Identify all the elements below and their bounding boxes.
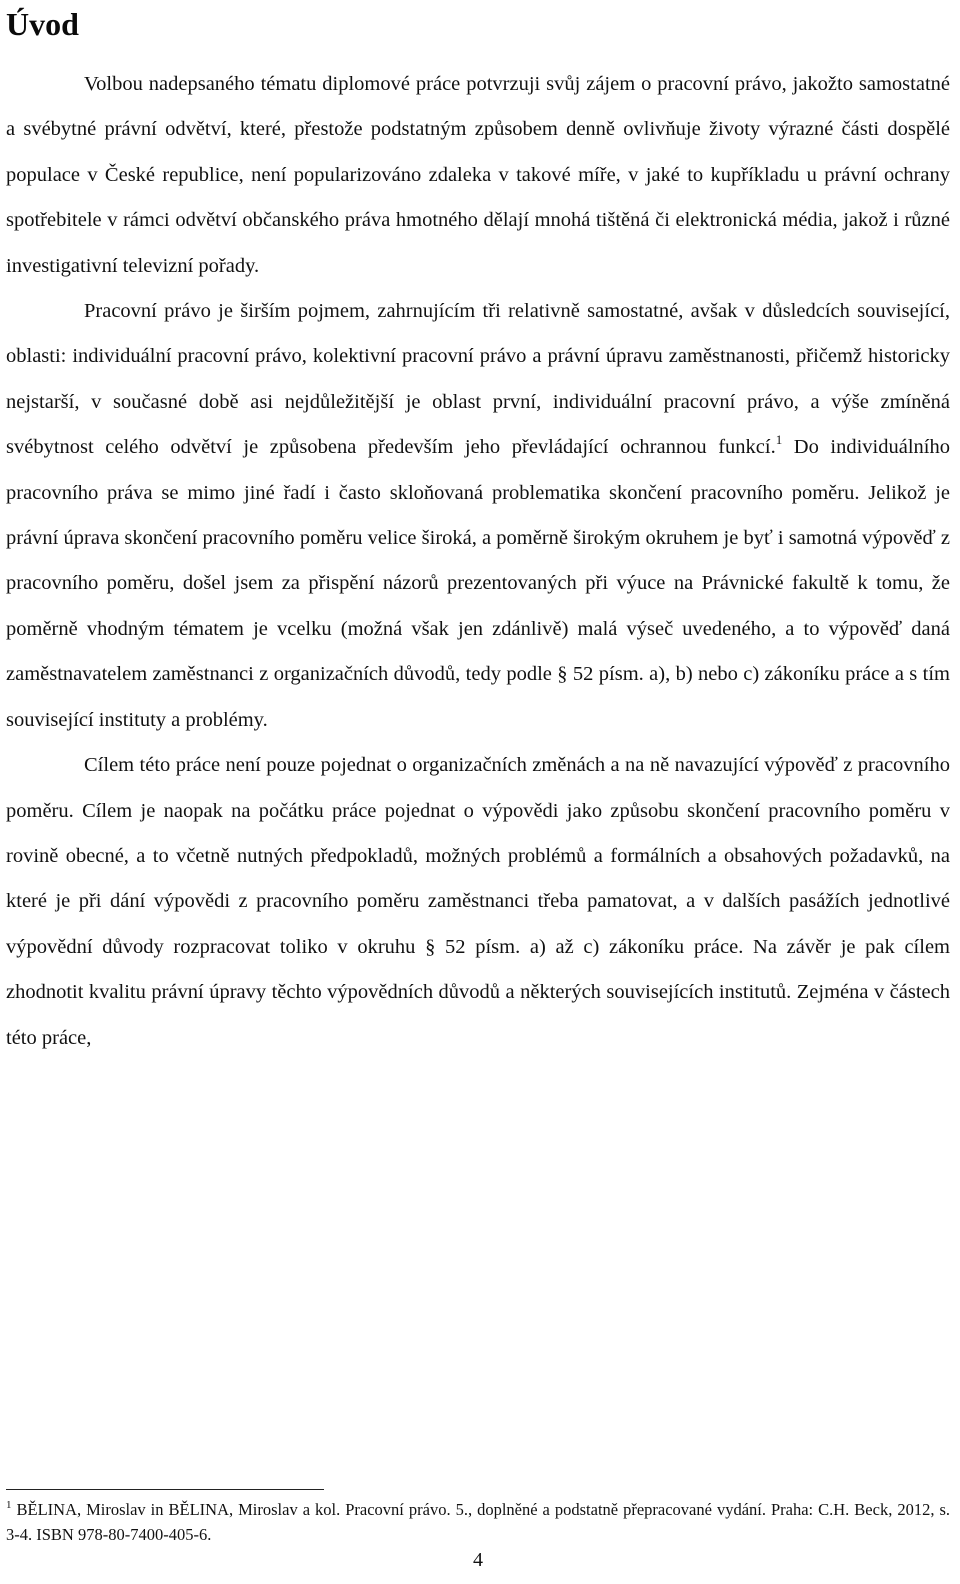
footnote <box>6 1497 950 1547</box>
page-title: Úvod <box>6 6 79 42</box>
footnote-reference[interactable]: 1 <box>775 432 783 448</box>
paragraph-intro: Volbou nadepsaného tématu diplomové práce potvrzuji svůj zájem o pracovní právo, jakožto samostatné a svébytné právní odvětví, které, přestože podstatným způsobem denně ovlivňuje životy výrazné části dospělé populace v České republice, není popularizováno zdaleka v takové míře, v jaké to kupříkladu u právní ochrany spotřebitele v rámci odvětví občanského práva hmotného dělají mnohá tištěná či elektronická média, jakož i různé investigativní televizní pořady. <box>6 73 950 277</box>
paragraph-text-before-note: Pracovní právo je širším pojmem, zahrnujícím tři relativně samostatné, avšak v důsledcích související, oblasti: individuální pracovní právo, kolektivní pracovní právo a právní úpravu zaměstnanosti, přičemž historicky nejstarší, v současné době asi nejdůležitější je oblast první, individuální pracovní právo, a výše zmíněná svébytnost celého odvětví je způsobena především jeho převládající ochrannou funkcí. <box>6 300 950 459</box>
paragraph-aim: Cílem této práce není pouze pojednat o organizačních změnách a na ně navazující výpověď z pracovního poměru. Cílem je naopak na počátku práce pojednat o výpovědi jako způsobu skončení pracovního poměru v rovině obecné, a to včetně nutných předpokladů, možných problémů a formálních a obsahových požadavků, na které je při dání výpovědi z pracovního poměru zaměstnanci třeba pamatovat, a v dalších pasážích jednotlivé výpovědní důvody rozpracovat toliko v okruhu § 52 písm. a) až c) zákoníku práce. Na závěr je pak cílem zhodnotit kvalitu právní úpravy těchto výpovědních důvodů a některých souvisejících institutů. Zejména v částech této práce, <box>6 754 950 1049</box>
document-page <box>6 0 950 1584</box>
footnote-number: 1 <box>6 1499 12 1511</box>
page-number: 4 <box>473 1549 483 1571</box>
footnote-separator <box>6 1489 324 1490</box>
footnote-text: BĚLINA, Miroslav in BĚLINA, Miroslav a kol. Pracovní právo. 5., doplněné a podstatně přepracované vydání. Praha: C.H. Beck, 2012, s. 3-4. ISBN 978-80-7400-405-6. <box>6 1500 950 1544</box>
paragraph-labour-law <box>6 289 950 743</box>
paragraph-text-after-note: Do individuálního pracovního práva se mimo jiné řadí i často skloňovaná problematika skončení pracovního poměru. Jelikož je právní úprava skončení pracovního poměru velice široká, a poměrně širokým okruhem je byť i samotná výpověď z pracovního poměru, došel jsem za přispění názorů prezentovaných při výuce na Právnické fakultě k tomu, že poměrně vhodným tématem je vcelku (možná však jen zdánlivě) malá výseč uvedeného, a to výpověď daná zaměstnavatelem zaměstnanci z organizačních důvodů, tedy podle § 52 písm. a), b) nebo c) zákoníku práce a s tím související instituty a problémy. <box>6 436 950 731</box>
body-text <box>6 62 950 1061</box>
